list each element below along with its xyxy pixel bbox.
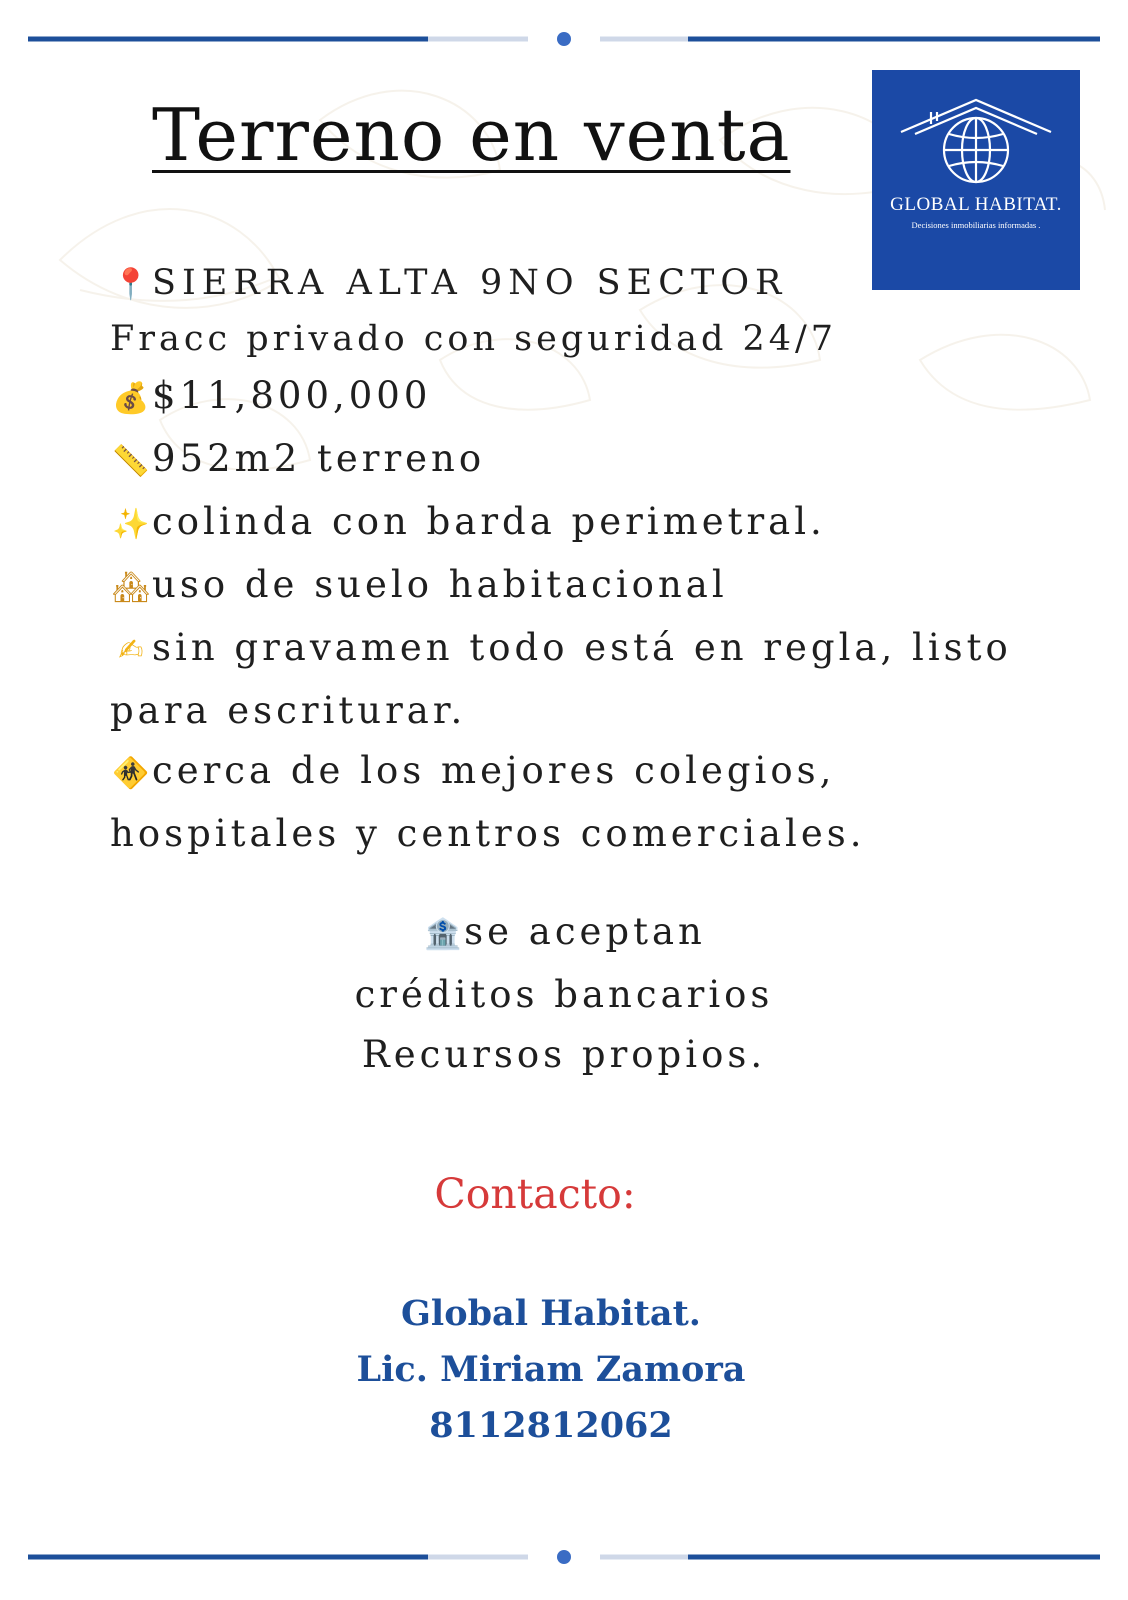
financing-line: Recursos propios. — [361, 1033, 767, 1076]
ruler-icon: 📏 — [112, 444, 150, 479]
money-bag-icon: 💰 — [112, 381, 150, 416]
area-text: 952m2 terreno — [152, 437, 486, 480]
detail-line — [110, 804, 1050, 864]
detail-text: colinda con barda perimetral. — [152, 500, 826, 543]
financing-line: créditos bancarios — [354, 973, 774, 1016]
detail-text: hospitales y centros comerciales. — [110, 812, 866, 855]
contact-phone[interactable]: 8112812062 — [429, 1405, 673, 1446]
contact-info — [0, 1286, 1102, 1454]
price-text: $11,800,000 — [152, 374, 432, 417]
detail-text: SIERRA ALTA 9NO SECTOR — [152, 263, 788, 303]
page-title: Terreno en venta — [152, 93, 791, 177]
detail-line — [110, 366, 1050, 429]
writing-hand-icon: ✍ — [118, 633, 144, 668]
school-crossing-icon: 🚸 — [112, 756, 150, 791]
top-divider — [28, 32, 1100, 46]
detail-text: para escriturar. — [110, 689, 467, 732]
sparkles-icon: ✨ — [112, 507, 150, 542]
property-details — [110, 256, 1050, 864]
detail-text: sin gravamen todo está en regla, listo — [152, 626, 1012, 669]
financing-block — [0, 902, 1128, 1085]
detail-line — [110, 681, 1050, 741]
detail-text: cerca de los mejores colegios, — [152, 749, 836, 792]
detail-text: uso de suelo habitacional — [152, 563, 728, 606]
contact-company: Global Habitat. — [401, 1293, 701, 1334]
pin-icon: 📍 — [112, 267, 150, 302]
detail-line — [110, 741, 1050, 804]
bank-icon: 🏦 — [424, 917, 462, 952]
contact-heading: Contacto: — [434, 1170, 636, 1218]
detail-line — [110, 492, 1050, 555]
detail-line — [110, 256, 1050, 312]
logo-tagline: Decisiones inmobiliarias informadas . — [911, 220, 1041, 230]
detail-line — [110, 429, 1050, 492]
houses-icon: 🏘 — [111, 570, 151, 605]
house-globe-icon — [891, 92, 1061, 188]
detail-line — [110, 618, 1050, 681]
contact-person: Lic. Miriam Zamora — [356, 1349, 746, 1390]
detail-line — [110, 555, 1050, 618]
detail-line — [110, 312, 1050, 366]
logo-name: GLOBAL HABITAT. — [890, 194, 1062, 215]
bottom-divider — [28, 1550, 1100, 1564]
detail-text: Fracc privado con seguridad 24/7 — [110, 319, 838, 359]
financing-line: 🏦se aceptan — [0, 902, 1128, 965]
